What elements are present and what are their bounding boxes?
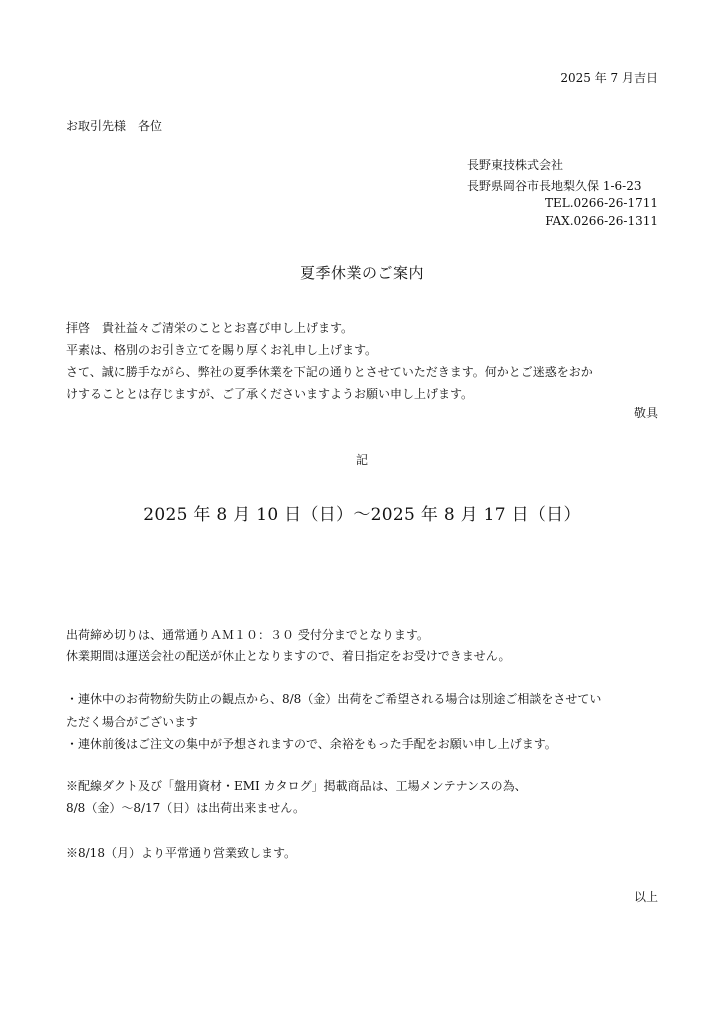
note-delivery-date: 休業期間は運送会社の配送が休止となりますので、着日指定をお受けできません。 xyxy=(66,649,511,663)
greeting-line: さて、誠に勝手ながら、弊社の夏季休業を下記の通りとさせていただきます。何かとご迷惑をおか xyxy=(66,365,593,379)
note-special: ※配線ダクト及び「盤用資材・EMI カタログ」掲載商品は、工場メンテナンスの為、 xyxy=(66,779,527,793)
note-bullet: ・連休中のお荷物紛失防止の観点から、8/8（金）出荷をご希望される場合は別途ご相談をさせてい xyxy=(66,692,602,706)
recipient-line: お取引先様 各位 xyxy=(66,119,163,133)
note-special-continuation: 8/8（金）～8/17（日）は出荷出来ません。 xyxy=(66,801,305,815)
closing-keigu: 敬具 xyxy=(633,406,658,420)
ki-marker: 記 xyxy=(355,453,368,467)
sender-company: 長野東技株式会社 xyxy=(467,158,564,172)
note-bullet: ・連休前後はご注文の集中が予想されますので、余裕をもった手配をお願い申し上げます。 xyxy=(66,737,557,751)
greeting-line: 拝啓 貴社益々ご清栄のこととお喜び申し上げます。 xyxy=(66,321,354,335)
holiday-period: 2025 年 8 月 10 日（日）～2025 年 8 月 17 日（日） xyxy=(143,505,581,525)
sender-address: 長野県岡谷市長地梨久保 1-6-23 xyxy=(467,179,642,193)
document-title: 夏季休業のご案内 xyxy=(299,264,424,282)
sender-tel: TEL.0266-26-1711 xyxy=(544,196,658,210)
note-shipping-cutoff: 出荷締め切りは、通常通りＡＭ１０：３０ 受付分までとなります。 xyxy=(66,628,429,642)
greeting-line: 平素は、格別のお引き立てを賜り厚くお礼申し上げます。 xyxy=(66,343,378,357)
greeting-line: けすることとは存じますが、ご了承くださいますようお願い申し上げます。 xyxy=(66,387,474,401)
note-resume: ※8/18（月）より平常通り営業致します。 xyxy=(66,846,296,860)
issue-date: 2025 年 7 月吉日 xyxy=(560,71,658,85)
sender-fax: FAX.0266-26-1311 xyxy=(545,214,658,228)
note-bullet-continuation: ただく場合がございます xyxy=(66,715,199,729)
ending-ijou: 以上 xyxy=(633,890,658,904)
